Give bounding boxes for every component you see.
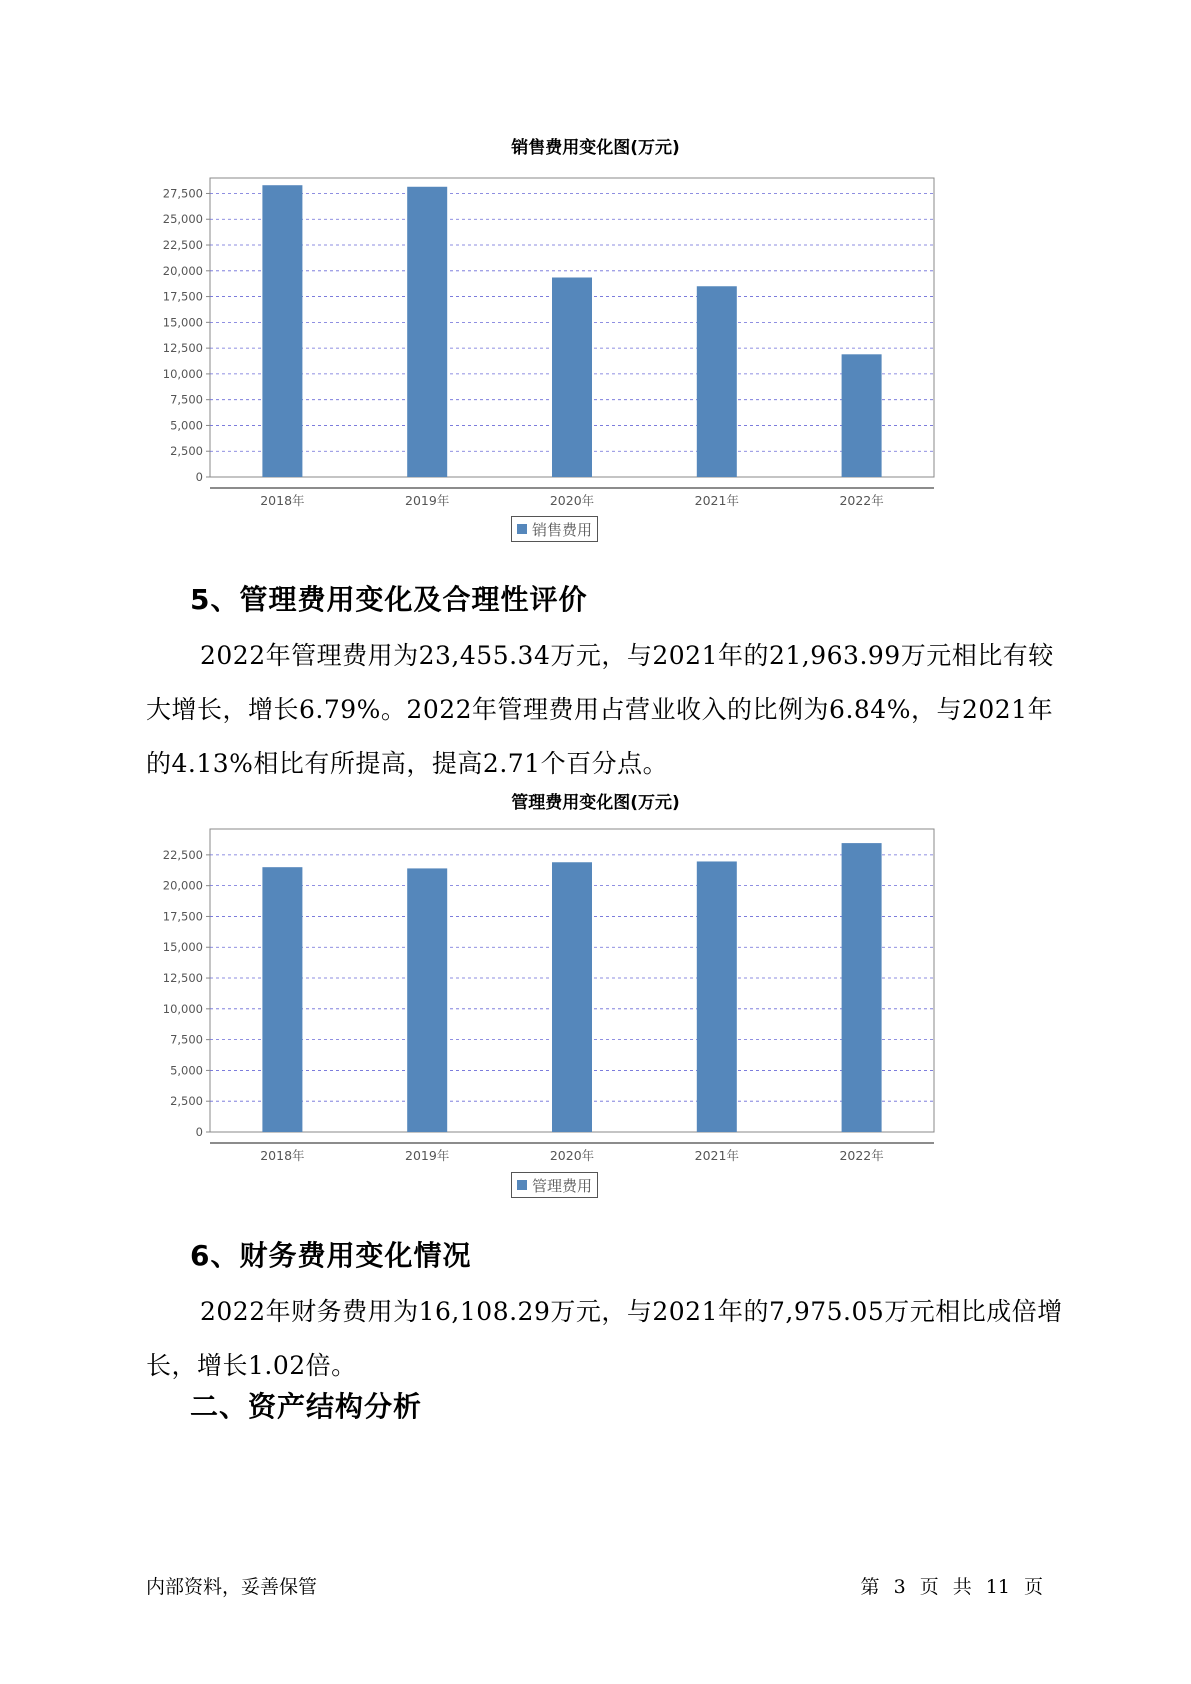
y-tick-label: 10,000 [162,1001,203,1016]
y-tick-label: 2,500 [170,444,203,459]
x-tick-label: 2020年 [549,1148,595,1163]
y-tick-label: 20,000 [162,263,203,278]
y-tick-label: 15,000 [162,315,203,330]
legend-swatch [517,524,527,534]
y-tick-label: 5,000 [170,418,203,433]
sales-chart-legend [511,516,598,542]
bar [697,861,737,1132]
y-tick-label: 7,500 [170,1032,203,1047]
bar [552,277,592,477]
admin-chart-legend [511,1172,598,1198]
section-6-paragraph: 2022年财务费用为16,108.29万元，与2021年的7,975.05万元相比成倍增长，增长1.02倍。 [146,1297,1063,1380]
bar [407,868,447,1132]
x-tick-label: 2021年 [694,1148,739,1163]
bar [262,185,302,477]
y-tick-label: 0 [195,1125,203,1139]
y-tick-label: 5,000 [170,1063,203,1078]
x-tick-label: 2019年 [405,1148,450,1163]
legend-swatch [517,1180,527,1190]
bar [552,862,592,1132]
bar [697,286,737,477]
x-tick-label: 2020年 [549,493,595,508]
y-tick-label: 22,500 [162,847,203,862]
y-tick-label: 22,500 [162,238,203,253]
section-two-heading: 二、资产结构分析 [190,1390,423,1423]
y-tick-label: 20,000 [162,878,203,893]
y-tick-label: 27,500 [162,186,203,201]
admin-chart-title: 管理费用变化图(万元) [511,793,680,813]
x-tick-label: 2022年 [839,1148,884,1163]
bar [262,867,302,1132]
bar [842,354,882,477]
section-5-paragraph: 2022年管理费用为23,455.34万元，与2021年的21,963.99万元相比有较大增长，增长6.79%。2022年管理费用占营业收入的比例为6.84%，与2021年的4.13%相比有所提高，提高2.71个百分点。 [146,641,1054,778]
x-tick-label: 2022年 [839,493,884,508]
y-tick-label: 17,500 [162,289,203,304]
y-tick-label: 17,500 [162,909,203,924]
y-tick-label: 10,000 [162,366,203,381]
sales-chart-title: 销售费用变化图(万元) [511,138,680,158]
legend-label: 管理费用 [532,1176,593,1195]
section-6-heading: 6、财务费用变化情况 [190,1239,472,1272]
x-tick-label: 2019年 [405,493,450,508]
x-tick-label: 2018年 [260,1148,305,1163]
y-tick-label: 2,500 [170,1094,203,1109]
bar [407,187,447,477]
x-tick-label: 2018年 [260,493,305,508]
section-5-heading: 5、管理费用变化及合理性评价 [190,583,588,616]
legend-label: 销售费用 [532,520,593,539]
y-tick-label: 15,000 [162,940,203,955]
y-tick-label: 7,500 [170,392,203,407]
footer-page-number: 第 3 页 共 11 页 [860,1576,1043,1598]
y-tick-label: 12,500 [162,341,203,356]
y-tick-label: 0 [195,470,203,484]
y-tick-label: 12,500 [162,971,203,986]
x-tick-label: 2021年 [694,493,739,508]
footer-confidential-note: 内部资料，妥善保管 [146,1576,318,1598]
bar [842,843,882,1132]
sales-expense-chart [150,168,1030,508]
admin-expense-chart [150,823,1030,1163]
y-tick-label: 25,000 [162,212,203,227]
